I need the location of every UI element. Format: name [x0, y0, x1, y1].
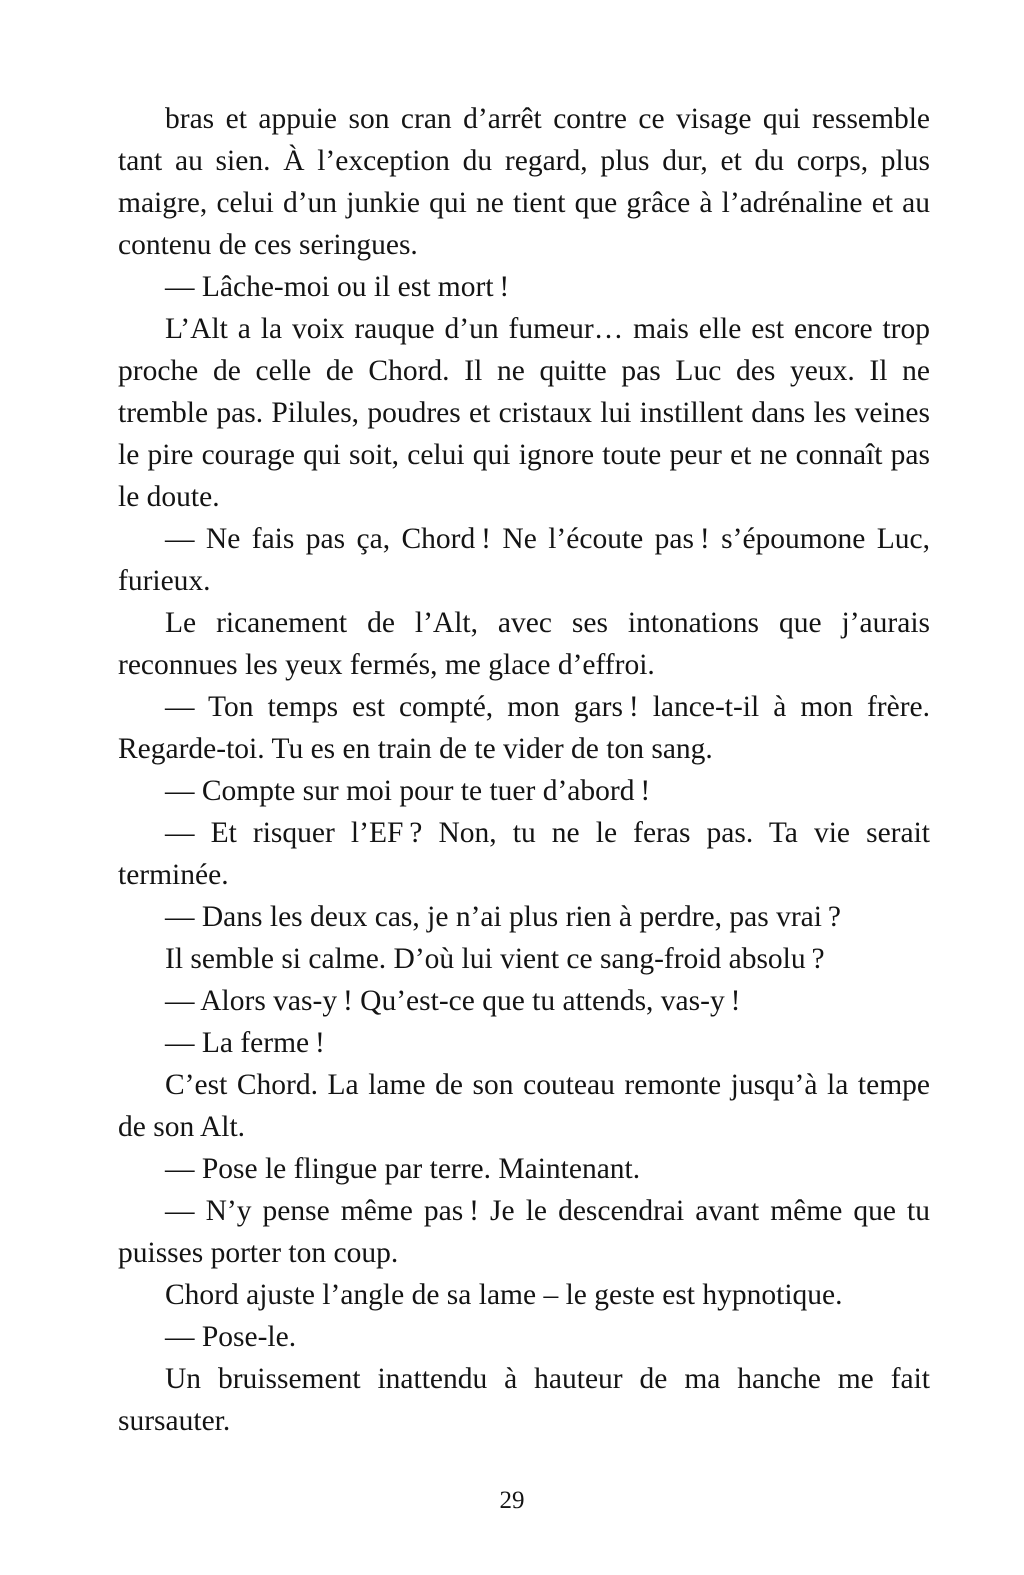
paragraph: — Lâche-moi ou il est mort ! — [165, 271, 510, 303]
paragraph: — La ferme ! — [165, 1027, 325, 1059]
paragraph: Chord ajuste l’angle de sa lame – le geste est hypnotique. — [165, 1279, 843, 1311]
page-text-block — [118, 98, 930, 1442]
paragraph: — Alors vas-y ! Qu’est-ce que tu attends, vas-y ! — [165, 985, 741, 1017]
paragraph: L’Alt a la voix rauque d’un fumeur… mais elle est encore trop proche de celle de Chord. Il ne quitte pas Luc des yeux. Il ne tremble pas. Pilules, poudres et cristaux lui instillent dans les veines le pire courage qui soit, celui qui ignore toute peur et ne connaît pas le doute. — [118, 313, 930, 513]
paragraph: Un bruissement inattendu à hauteur de ma hanche me fait sursauter. — [118, 1363, 930, 1437]
paragraph: — N’y pense même pas ! Je le descendrai avant même que tu puisses porter ton coup. — [118, 1195, 930, 1269]
page-number: 29 — [499, 1487, 525, 1514]
paragraph: — Et risquer l’EF ? Non, tu ne le feras pas. Ta vie serait terminée. — [118, 817, 930, 891]
paragraph: — Dans les deux cas, je n’ai plus rien à perdre, pas vrai ? — [165, 901, 841, 933]
paragraph: — Pose le flingue par terre. Maintenant. — [165, 1153, 641, 1185]
paragraph: bras et appuie son cran d’arrêt contre ce visage qui ressemble tant au sien. À l’exception du regard, plus dur, et du corps, plus maigre, celui d’un junkie qui ne tient que grâce à l’adrénaline et au contenu de ces seringues. — [118, 103, 930, 261]
paragraph: — Ne fais pas ça, Chord ! Ne l’écoute pas ! s’époumone Luc, furieux. — [118, 523, 930, 597]
paragraph: — Pose-le. — [165, 1321, 297, 1353]
paragraph: — Ton temps est compté, mon gars ! lance-t-il à mon frère. Regarde-toi. Tu es en train de te vider de ton sang. — [118, 691, 930, 765]
paragraph: C’est Chord. La lame de son couteau remonte jusqu’à la tempe de son Alt. — [118, 1069, 930, 1143]
paragraph: — Compte sur moi pour te tuer d’abord ! — [165, 775, 651, 807]
paragraph: Il semble si calme. D’où lui vient ce sang-froid absolu ? — [165, 943, 825, 975]
paragraph: Le ricanement de l’Alt, avec ses intonations que j’aurais reconnues les yeux fermés, me glace d’effroi. — [118, 607, 930, 681]
